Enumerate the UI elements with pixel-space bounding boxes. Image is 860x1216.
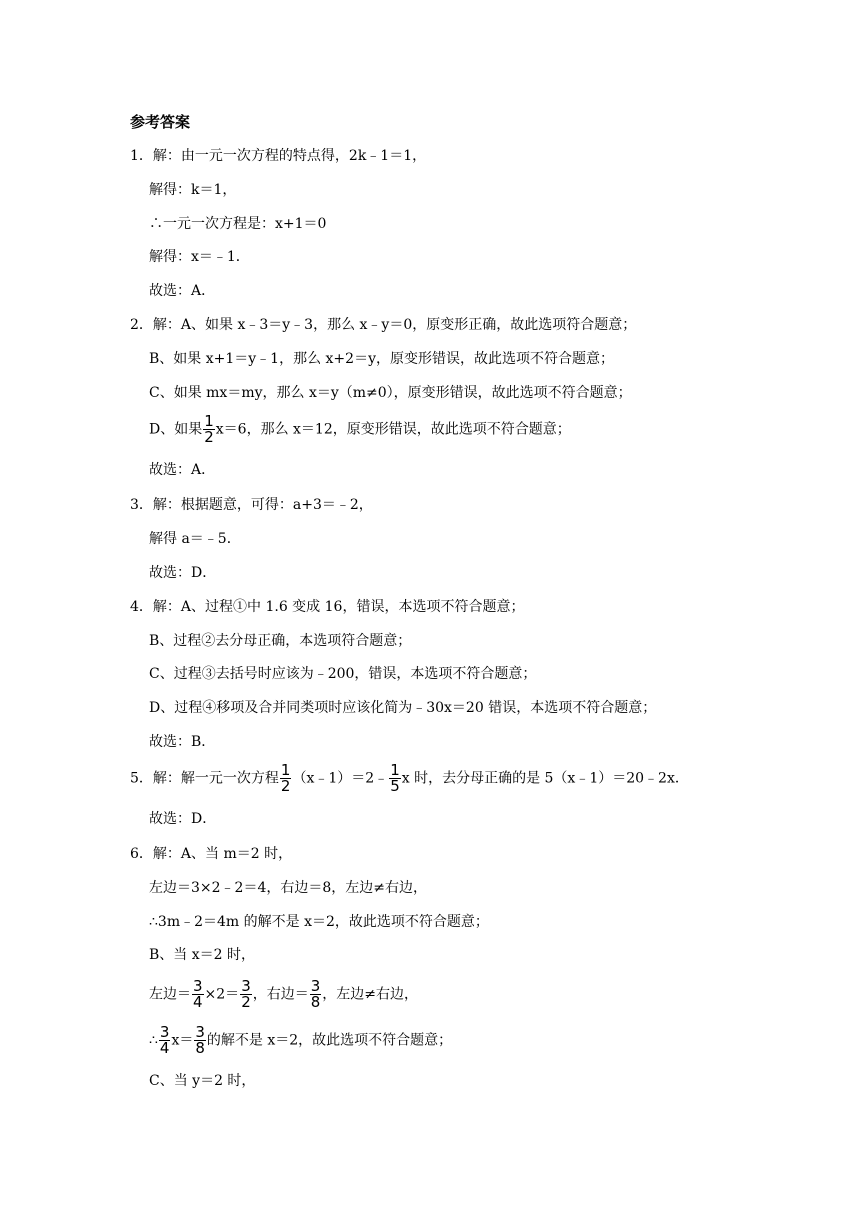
fraction-numerator: 1	[204, 412, 214, 430]
fraction-denominator: 4	[159, 1039, 170, 1057]
q5-line-1-prefix: 5．解：解一元一次方程	[130, 770, 279, 787]
fraction-numerator: 3	[241, 977, 251, 995]
q5-line-1-middle: （x﹣1）＝2﹣	[292, 770, 389, 787]
q6-line-4: B、当 x＝2 时，	[149, 947, 255, 963]
q1-line-1: 1．解：由一元一次方程的特点得，2k﹣1＝1，	[130, 148, 427, 164]
fraction-numerator: 3	[193, 977, 203, 995]
fraction-three-halves	[240, 979, 252, 1010]
q6-line-6	[149, 1025, 452, 1056]
q6-line-6-part-a: ∴	[149, 1032, 158, 1049]
q1-line-3: ∴一元一次方程是：x+1＝0	[149, 216, 327, 232]
fraction-one-half	[280, 763, 292, 794]
q6-line-3: ∴3m﹣2＝4m 的解不是 x＝2，故此选项不符合题意；	[149, 914, 489, 930]
section-title: 参考答案	[130, 113, 191, 131]
q4-line-5: 故选：B．	[149, 734, 216, 750]
q2-line-4	[149, 414, 571, 445]
q6-line-7: C、当 y＝2 时，	[149, 1073, 256, 1089]
fraction-denominator: 2	[241, 993, 251, 1011]
fraction-three-quarters	[159, 1025, 171, 1056]
q5-line-1	[130, 763, 689, 794]
q6-line-6-part-b: x＝	[171, 1032, 194, 1049]
q4-line-3: C、过程③去括号时应该为﹣200，错误，本选项不符合题意；	[149, 666, 537, 682]
q1-line-5: 故选：A．	[149, 283, 216, 299]
q3-line-1: 3．解：根据题意，可得：a+3＝﹣2，	[130, 497, 373, 513]
q6-line-5-part-a: 左边＝	[149, 986, 191, 1003]
fraction-numerator: 1	[390, 761, 400, 779]
q2-line-3: C、如果 mx＝my，那么 x＝y（m≠0），原变形错误，故此选项不符合题意；	[149, 385, 632, 401]
q6-line-6-part-c: 的解不是 x＝2，故此选项不符合题意；	[206, 1032, 453, 1049]
fraction-one-fifth	[389, 763, 401, 794]
fraction-denominator: 5	[390, 777, 400, 795]
q3-line-3: 故选：D．	[149, 565, 217, 581]
fraction-numerator: 3	[310, 977, 321, 995]
q2-line-1: 2．解：A、如果 x﹣3＝y﹣3，那么 x﹣y＝0，原变形正确，故此选项符合题意；	[130, 317, 637, 333]
q5-line-2: 故选：D．	[149, 811, 217, 827]
fraction-one-half	[203, 414, 215, 445]
fraction-numerator: 1	[280, 761, 291, 779]
q6-line-1: 6．解：A、当 m＝2 时，	[130, 846, 293, 862]
fraction-three-quarters	[192, 979, 204, 1010]
q2-line-4-prefix: D、如果	[149, 421, 203, 438]
fraction-denominator: 4	[193, 993, 203, 1011]
fraction-denominator: 2	[204, 428, 214, 446]
q1-line-2: 解得：k＝1，	[149, 182, 237, 198]
q5-line-1-suffix: x 时，去分母正确的是 5（x﹣1）＝20﹣2x．	[401, 770, 689, 787]
q2-line-2: B、如果 x+1＝y﹣1，那么 x+2＝y，原变形错误，故此选项不符合题意；	[149, 351, 614, 367]
fraction-denominator: 8	[195, 1039, 205, 1057]
q4-line-4: D、过程④移项及合并同类项时应该化简为﹣30x＝20 错误，本选项不符合题意；	[149, 700, 657, 716]
fraction-denominator: 8	[310, 993, 321, 1011]
q6-line-5-part-c: ，右边＝	[252, 986, 309, 1003]
fraction-numerator: 3	[159, 1023, 170, 1041]
q2-line-5: 故选：A．	[149, 462, 216, 478]
q1-line-4: 解得：x＝﹣1．	[149, 249, 250, 265]
q6-line-5-part-b: ×2＝	[204, 986, 240, 1003]
fraction-three-eighths	[194, 1025, 206, 1056]
q6-line-5	[149, 979, 418, 1010]
fraction-denominator: 2	[280, 777, 291, 795]
q6-line-5-part-d: ，左边≠右边，	[322, 986, 419, 1003]
q4-line-2: B、过程②去分母正确，本选项符合题意；	[149, 633, 412, 649]
fraction-numerator: 3	[195, 1023, 205, 1041]
q4-line-1: 4．解：A、过程①中 1.6 变成 16，错误，本选项不符合题意；	[130, 599, 525, 615]
q2-line-4-suffix: x＝6，那么 x＝12，原变形错误，故此选项不符合题意；	[215, 421, 571, 438]
q3-line-2: 解得 a＝﹣5．	[149, 531, 241, 547]
q6-line-2: 左边＝3×2﹣2＝4，右边＝8，左边≠右边，	[149, 880, 427, 896]
fraction-three-eighths	[310, 979, 322, 1010]
